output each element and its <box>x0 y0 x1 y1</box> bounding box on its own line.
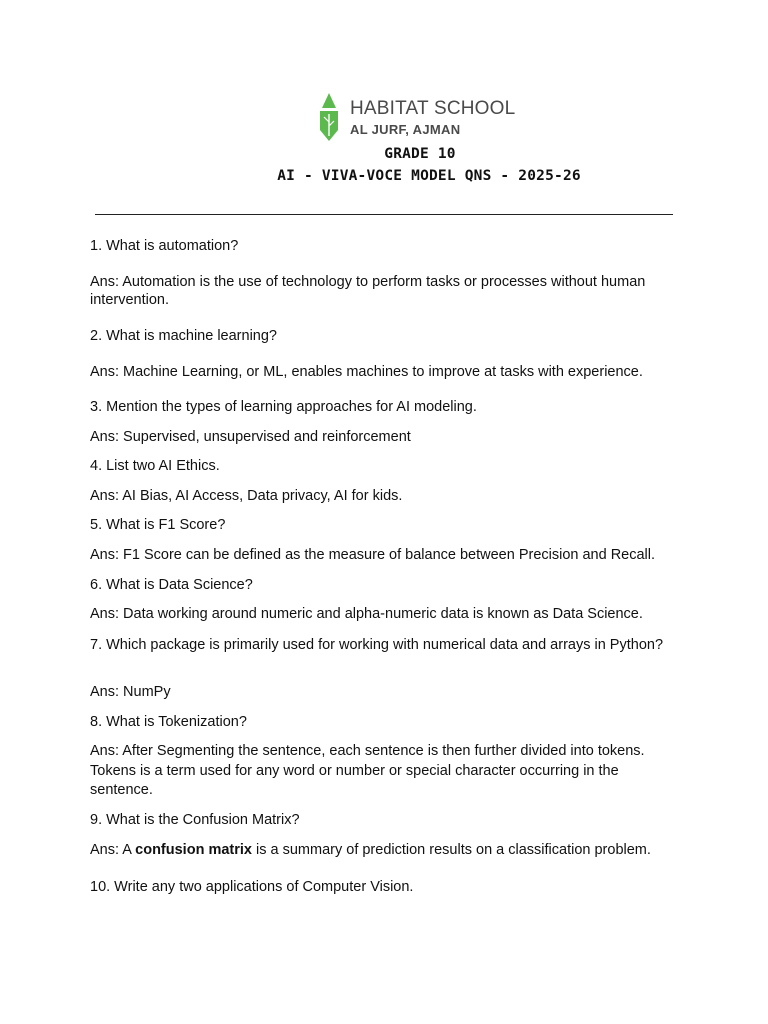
question-4: 4. List two AI Ethics. <box>90 458 220 474</box>
question-5: 5. What is F1 Score? <box>90 517 226 533</box>
question-7: 7. Which package is primarily used for working with numerical data and arrays in Python? <box>90 637 664 653</box>
school-name: HABITAT SCHOOL <box>350 98 516 119</box>
answer-4: Ans: AI Bias, AI Access, Data privacy, AI for kids. <box>90 488 403 504</box>
question-2: 2. What is machine learning? <box>90 328 277 344</box>
answer-8: Ans: After Segmenting the sentence, each sentence is then further divided into tokens. Tokens is a term used for any word or number or special character occurring in the sentence. <box>90 743 645 798</box>
green-pencil-leaf-icon <box>316 92 342 142</box>
answer-5: Ans: F1 Score can be defined as the measure of balance between Precision and Recall. <box>90 547 656 563</box>
answer-2: Ans: Machine Learning, or ML, enables machines to improve at tasks with experience. <box>90 364 643 380</box>
answer-9-bold-term: confusion matrix <box>135 842 252 858</box>
answer-9-suffix: is a summary of prediction results on a classification problem. <box>251 842 651 858</box>
answer-7: Ans: NumPy <box>90 684 171 700</box>
question-9: 9. What is the Confusion Matrix? <box>90 812 300 828</box>
question-8: 8. What is Tokenization? <box>90 714 247 730</box>
question-3: 3. Mention the types of learning approaches for AI modeling. <box>90 399 477 415</box>
school-location: AL JURF, AJMAN <box>350 122 461 137</box>
question-6: 6. What is Data Science? <box>90 577 253 593</box>
answer-3: Ans: Supervised, unsupervised and reinforcement <box>90 429 411 445</box>
document-title: AI - VIVA-VOCE MODEL QNS - 2025-26 <box>277 168 581 184</box>
school-logo <box>316 92 516 144</box>
title-divider <box>95 214 673 215</box>
answer-9-prefix: Ans: A <box>90 842 136 858</box>
answer-9 <box>90 841 682 859</box>
question-10: 10. Write any two applications of Computer Vision. <box>90 879 414 895</box>
question-1: 1. What is automation? <box>90 238 239 254</box>
answer-1: Ans: Automation is the use of technology to perform tasks or processes without human intervention. <box>90 274 646 308</box>
grade-heading: GRADE 10 <box>384 146 456 162</box>
answer-6: Ans: Data working around numeric and alpha-numeric data is known as Data Science. <box>90 606 643 622</box>
